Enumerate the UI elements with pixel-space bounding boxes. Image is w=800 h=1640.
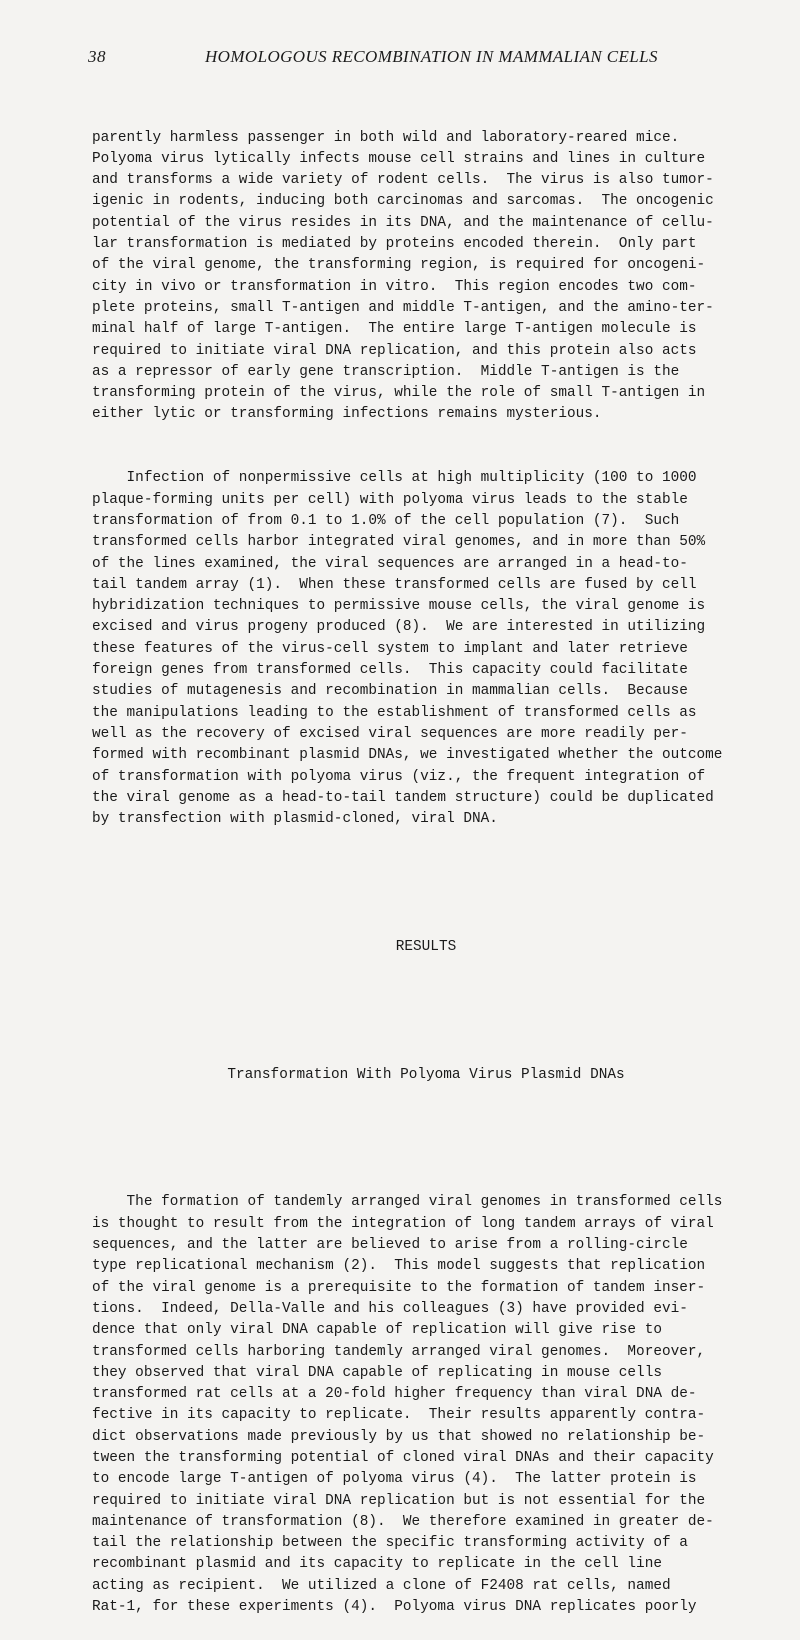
text-line: lar transformation is mediated by proteins encoded therein. Only part	[92, 236, 697, 253]
text-line: of the viral genome, the transforming region, is required for oncogeni-	[92, 257, 706, 274]
text-line: tween the transforming potential of cloned viral DNAs and their capacity	[92, 1450, 714, 1466]
text-line: formed with recombinant plasmid DNAs, we investigated whether the outcome	[92, 747, 723, 764]
text-line: acting as recipient. We utilized a clone of F2408 rat cells, named	[92, 1577, 671, 1594]
page-header	[88, 47, 728, 73]
text-line: transforming protein of the virus, while the role of small T-antigen in	[92, 385, 706, 402]
text-line: parently harmless passenger in both wild and laboratory-reared mice.	[92, 129, 680, 146]
running-head: HOMOLOGOUS RECOMBINATION IN MAMMALIAN CELLS	[205, 47, 658, 66]
text-line: studies of mutagenesis and recombination in mammalian cells. Because	[92, 683, 688, 700]
text-line: transformed cells harboring tandemly arranged viral genomes. Moreover,	[92, 1343, 706, 1360]
spacer	[92, 1001, 772, 1022]
section-heading: RESULTS	[395, 938, 457, 955]
text-line: these features of the virus-cell system to implant and later retrieve	[92, 640, 688, 657]
text-line: they observed that viral DNA capable of replicating in mouse cells	[92, 1364, 662, 1381]
text-line: Infection of nonpermissive cells at high multiplicity (100 to 1000	[92, 470, 697, 487]
text-line: dence that only viral DNA capable of replication will give rise to	[92, 1322, 662, 1339]
text-line: city in vivo or transformation in vitro. This region encodes two com-	[92, 278, 697, 295]
text-line: transformed rat cells at a 20-fold higher frequency than viral DNA de-	[92, 1386, 697, 1403]
paragraph-3	[92, 1192, 772, 1618]
text-line: required to initiate viral DNA replication, and this protein also acts	[92, 342, 697, 359]
paragraph-1	[92, 128, 772, 426]
text-line: of transformation with polyoma virus (viz., the frequent integration of	[92, 768, 706, 785]
text-line: plete proteins, small T-antigen and middle T-antigen, and the amino-ter-	[92, 299, 714, 316]
text-line: to encode large T-antigen of polyoma virus (4). The latter protein is	[92, 1471, 697, 1488]
text-line: of the lines examined, the viral sequences are arranged in a head-to-	[92, 555, 688, 572]
text-line: plaque-forming units per cell) with polyoma virus leads to the stable	[92, 491, 688, 508]
text-line: and transforms a wide variety of rodent cells. The virus is also tumor-	[92, 172, 714, 189]
text-line: as a repressor of early gene transcription. Middle T-antigen is the	[92, 363, 680, 380]
text-line: minal half of large T-antigen. The entire large T-antigen molecule is	[92, 321, 697, 338]
text-line: type replicational mechanism (2). This model suggests that replication	[92, 1258, 706, 1275]
text-line: is thought to result from the integration of long tandem arrays of viral	[92, 1215, 714, 1232]
text-line: Polyoma virus lytically infects mouse cell strains and lines in culture	[92, 150, 706, 167]
text-line: the viral genome as a head-to-tail tandem structure) could be duplicated	[92, 789, 714, 806]
spacer	[92, 1129, 772, 1150]
subsection-heading: Transformation With Polyoma Virus Plasmid DNAs	[227, 1066, 625, 1083]
text-line: Rat-1, for these experiments (4). Polyoma virus DNA replicates poorly	[92, 1599, 697, 1616]
text-line: well as the recovery of excised viral sequences are more readily per-	[92, 725, 688, 742]
text-line: the manipulations leading to the establishment of transformed cells as	[92, 704, 697, 721]
text-line: either lytic or transforming infections remains mysterious.	[92, 406, 602, 423]
text-line: recombinant plasmid and its capacity to replicate in the cell line	[92, 1556, 662, 1573]
text-line: excised and virus progeny produced (8). We are interested in utilizing	[92, 619, 706, 636]
text-line: tions. Indeed, Della-Valle and his colleagues (3) have provided evi-	[92, 1300, 688, 1317]
text-line: tail tandem array (1). When these transformed cells are fused by cell	[92, 576, 697, 593]
text-line: required to initiate viral DNA replication but is not essential for the	[92, 1492, 706, 1509]
text-line: transformation of from 0.1 to 1.0% of the cell population (7). Such	[92, 512, 680, 529]
page-number: 38	[88, 47, 106, 66]
text-line: foreign genes from transformed cells. This capacity could facilitate	[92, 662, 688, 679]
text-line: hybridization techniques to permissive mouse cells, the viral genome is	[92, 598, 706, 615]
paragraph-2	[92, 468, 772, 830]
text-line: potential of the virus resides in its DNA, and the maintenance of cellu-	[92, 214, 714, 231]
spacer	[92, 873, 772, 894]
text-line: of the viral genome is a prerequisite to the formation of tandem inser-	[92, 1279, 706, 1296]
text-line: dict observations made previously by us that showed no relationship be-	[92, 1428, 706, 1445]
text-line: tail the relationship between the specific transforming activity of a	[92, 1535, 688, 1552]
text-line: maintenance of transformation (8). We therefore examined in greater de-	[92, 1513, 714, 1530]
text-line: igenic in rodents, inducing both carcinomas and sarcomas. The oncogenic	[92, 193, 714, 210]
text-line: by transfection with plasmid-cloned, viral DNA.	[92, 811, 498, 828]
text-line: transformed cells harbor integrated viral genomes, and in more than 50%	[92, 534, 706, 551]
text-line: fective in its capacity to replicate. Their results apparently contra-	[92, 1407, 706, 1424]
text-line: sequences, and the latter are believed to arise from a rolling-circle	[92, 1237, 688, 1254]
text-line: The formation of tandemly arranged viral genomes in transformed cells	[92, 1194, 723, 1211]
body-text	[92, 85, 772, 1640]
